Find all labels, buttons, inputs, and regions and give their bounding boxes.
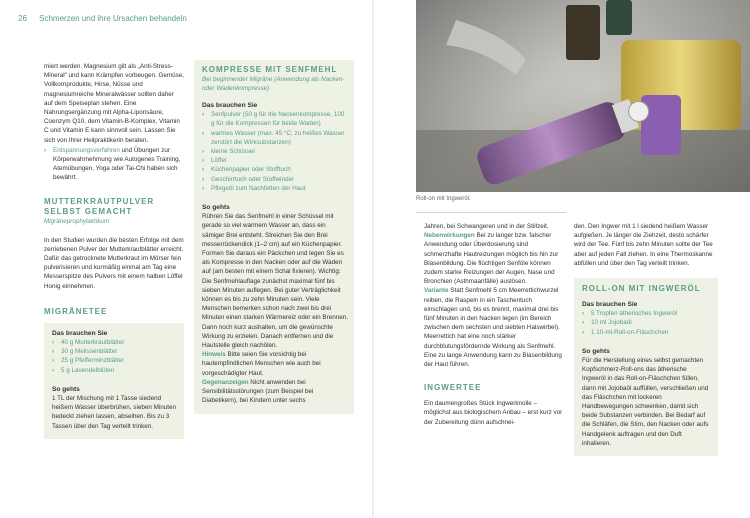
compress-ingredients [202, 110, 348, 193]
list-item: › Pflegeöl zum Nachfetten der Haut [202, 184, 348, 193]
compress-recipe-box [194, 60, 354, 414]
list-item: › Küchenpapier oder Stofftuch [202, 165, 348, 174]
side-effects-label: Nebenwirkungen [424, 232, 475, 240]
magnesium-paragraph: miert werden. Magnesium gilt als „Anti-Stress-Mineral“ und kann Krämpfen vorbeugen. Gemüse, Vollkornprodukte, Hirse, Nüsse und magnesiumreiche Mineralwässer sollten daher auf dem Speiseplan stehen. Eine Nahrungsergänzung mit Alpha-Liponsäure, Coenzym Q10, dem Vitamin-B-Komplex, Vitamin C und Vitamin E kann sinnvoll sein. Lassen Sie sich von Ihrer Heilpraktikerin beraten. [44, 63, 185, 144]
rollon-box-title: Das brauchen Sie [582, 301, 638, 309]
list-item: › kleine Schüssel [202, 147, 348, 156]
list-item: › 5 g Lavendelblüten [52, 366, 178, 375]
list-item: › 40 g Mutterkrautblätter [52, 338, 178, 347]
list-item [44, 146, 184, 183]
compress-heading: KOMPRESSE MIT SENFMEHL [202, 65, 338, 74]
tea-heading: MIGRÄNETEE [44, 306, 108, 316]
left-column-1 [44, 62, 184, 439]
list-item: › Löffel [202, 156, 348, 165]
right-column-2 [574, 222, 718, 456]
rollon-howto-title: So gehts [582, 347, 610, 355]
rollon-ingredients [582, 309, 712, 337]
list-item: › 25 g Pfefferminzblätter [52, 356, 178, 365]
hinweis-label: Hinweis [202, 351, 226, 359]
compress-howto-title: So gehts [202, 204, 230, 212]
running-title: Schmerzen und ihre Ursachen behandeln [39, 14, 187, 23]
tea-ingredients [52, 338, 178, 375]
rollon-bottle-illustration [416, 0, 750, 192]
mutterkraut-subtitle: Migräneprophylaktikum [44, 217, 110, 225]
relaxation-list [44, 146, 184, 183]
contraindications-text: Nicht anwenden bei Sensibilitätsstörungen (zum Beispiel bei Diabetikern), bei Kindern unter sechs [202, 378, 314, 405]
list-item: › 5 Tropfen ätherisches Ingweröl [582, 309, 712, 318]
compress-subtitle: Bei beginnender Migräne (Anwendung als Nacken- oder Wadenkompresse) [202, 76, 345, 92]
tea-howto-title: So gehts [52, 385, 80, 393]
contraindications-label: Gegenanzeigen [202, 378, 249, 386]
compress-box-title: Das brauchen Sie [202, 102, 258, 109]
rollon-recipe-box [574, 278, 718, 456]
ginger-tea-heading: INGWERTEE [424, 383, 482, 393]
compress-howto-text: Rühren Sie das Senfmehl in einer Schüssel mit gerade so viel warmem Wasser an, dass ein sämiger Brei entsteht. Streichen Sie den Brei messerrückendick (1–2 cm) auf ein Küchenpapier. Formen Sie daraus ein Päckchen und legen Sie es als Kompresse in den Nacken oder auf die Waden auf (am besten mit einem Schal fixieren). Wichtig: Die Senfmehlauflage zunächst maximal fünf bis sieben Minuten auflegen. Bei guter Verträglichkeit können es bis zu zehn Minuten sein. Viele Menschen bemerken schon nach zwei bis drei Minuten einen starken Wärmereiz oder ein Brennen. Dann noch kurz aushalten, um die gewünschte Wirkung zu erzielen. Danach entfernen und die Hautstelle gleich nachölen. [202, 213, 348, 350]
left-column-2 [194, 60, 354, 414]
mutterkraut-heading: MUTTERKRAUTPULVER SELBST GEMACHT [44, 196, 155, 216]
photo-caption: Roll-on mit Ingweröl. [416, 196, 471, 202]
variant-label: Variante [424, 287, 449, 295]
list-item: › 10 ml Jojobaöl [582, 318, 712, 327]
side-effects-text: Bei zu langer bzw. falscher Anwendung oder Überdosierung sind schmerzhafte Hautreizungen möglich bis hin zur Blasenbildung. Die flüchtigen Senföle können zudem starke Reizungen der Augen, Nase und Bronchien (Asthmaanfälle) auslösen. [424, 232, 559, 286]
variant-text: Statt Senfmehl 5 cm Meerrettichwurzel reiben, die Raspeln in ein Taschentuch einschlagen und, bis es brennt, maximal drei bis fünf Minuten in den Nacken legen (im Bereich zwischen dem sechsten und siebten Halswirbel). Meerrettich hat eine noch stärker durchblutungsfördernde Wirkung als Senfmehl. Eine zu lange Anwendung kann zu Blasenbildung der Haut führen. [424, 287, 562, 369]
list-item: › 30 g Melissenblätter [52, 347, 178, 356]
list-item: › Senfpulver (50 g für die Nackenkompresse, 100 g für die Kompressen für beide Waden) [202, 110, 348, 128]
list-item: › warmes Wasser (max. 45 °C; zu heißes Wasser zerstört die Wirksubstanzen) [202, 129, 348, 147]
tea-recipe-box [44, 323, 184, 439]
left-page [0, 0, 374, 518]
rollon-howto-text: Für die Herstellung eines selbst gemachten Kopfschmerz-Roll-ons das ätherische Ingweröl in das Roll-on-Fläschchen füllen, dann mit Jojobaöl auffüllen, verschließen und das Fläschchen mit lockeren Handbewegungen schwenken, damit sich beide Substanzen verbinden. Bei Bedarf auf die Schläfen, die Stirn, den Nacken oder aufs Handgelenk auftragen und den Duft inhalieren. [582, 357, 709, 447]
tea-howto-text: 1 TL der Mischung mit 1 Tasse siedend heißem Wasser überbrühen, sieben Minuten bedeckt ziehen lassen, abseihen. Bis zu 3 Tassen über den Tag verteilt trinken. [52, 395, 177, 430]
running-header [18, 14, 187, 23]
hinweis-text: Bitte seien Sie vorsichtig bei hautempfindlichen Menschen wie auch bei vorgeschädigter Haut. [202, 351, 321, 377]
rollon-heading: ROLL-ON MIT INGWERÖL [582, 284, 701, 294]
right-column-1 [424, 222, 564, 427]
mutterkraut-paragraph: In den Studien wurden die besten Erfolge mit dem zerriebenen Pulver der Mutterkrautblätter erreicht. Dafür das getrocknete Mutterkraut im Mörser fein pulverisieren und kurmäßig einmal am Tag eine Messerspitze des Pulvers mit einem halben Löffel Honig einnehmen. [44, 236, 184, 290]
tea-box-title: Das brauchen Sie [52, 329, 108, 337]
bullet-text: und Übungen zur Körperwahrnehmung wie Autogenes Training, Atemübungen, Yoga oder Tai-Chi haben sich bewährt. [53, 146, 181, 182]
pregnancy-paragraph: Jahren, bei Schwangeren und in der Stillzeit. [424, 223, 549, 230]
bullet-term: Entspannungsverfahren [53, 146, 120, 154]
ginger-tea-text: Ein daumengroßes Stück Ingwerknolle – möglichst aus biologischem Anbau – erst kurz vor der Zubereitung dünn aufschnei- [424, 400, 563, 426]
rollon-photo [416, 0, 750, 192]
caption-rule [416, 212, 566, 213]
list-item: › Geschirrtuch oder Stoffwindel [202, 175, 348, 184]
page-number: 26 [18, 14, 27, 23]
list-item: › 1 10-ml-Roll-on-Fläschchen [582, 328, 712, 337]
ginger-tea-continued: den. Den Ingwer mit 1 l siedend heißem Wasser aufgießen. Je länger die Ziehzeit, desto schärfer wird der Tee. Fünf bis zehn Minuten sollte der Tee aber auf jeden Fall ziehen. In eine Thermoskanne abfüllen und über den Tag verteilt trinken. [574, 223, 713, 267]
right-page [376, 0, 750, 518]
